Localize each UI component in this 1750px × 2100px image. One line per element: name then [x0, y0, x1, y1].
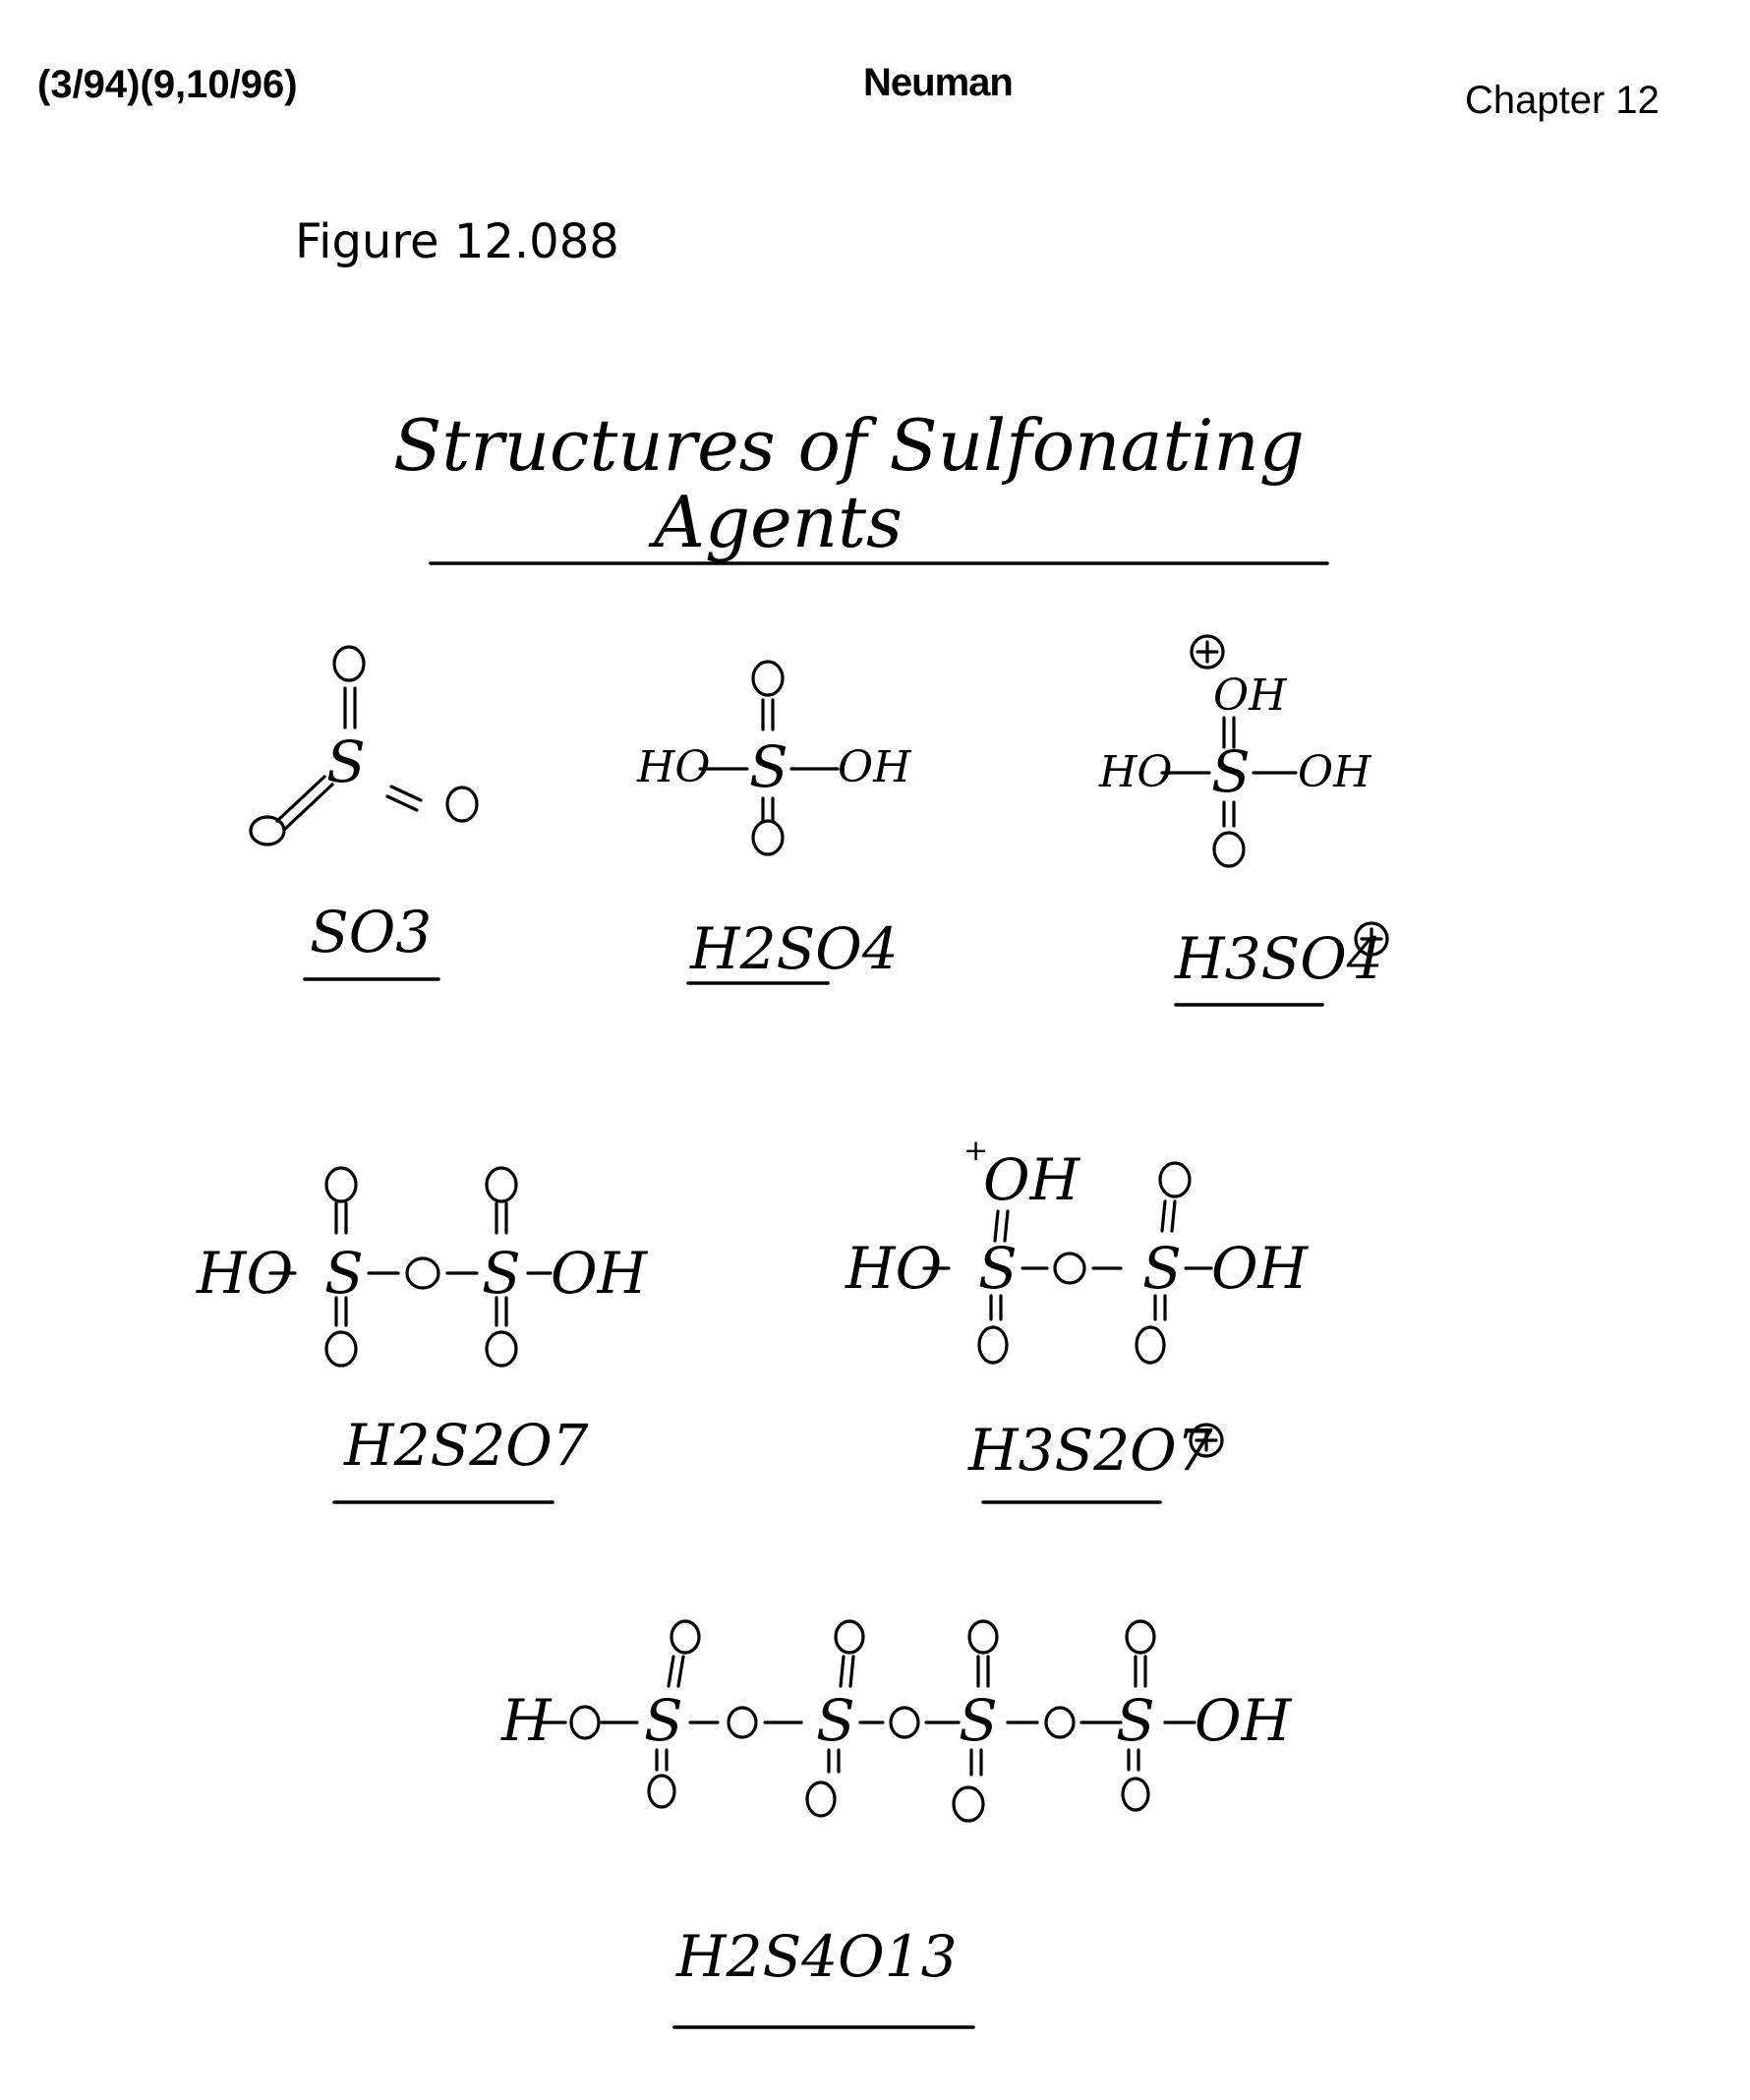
bridging-oxygen — [1055, 1254, 1084, 1283]
h2s4o13-structure — [500, 1621, 1293, 1821]
formula-h2s4o13: H2S4O13 — [676, 1923, 958, 1990]
oxygen-atom — [807, 1782, 835, 1816]
formula-h2so4: H2SO4 — [690, 915, 899, 982]
plus-charge: + — [963, 1134, 989, 1168]
oxygen-atom — [649, 1776, 674, 1807]
header-chapter: Chapter 12 — [1465, 79, 1660, 122]
h3so4-structure — [1098, 636, 1372, 866]
formula-h2s2o7: H2S2O7 — [344, 1412, 589, 1479]
hydroxyl-left: HO — [637, 742, 711, 792]
oxygen-atom — [487, 1168, 516, 1201]
oxygen-atom — [1137, 1327, 1164, 1363]
formula-so3: SO3 — [310, 899, 433, 965]
header-author: Neuman — [863, 61, 1013, 104]
sulfur-atom: S — [482, 1240, 521, 1307]
oxygen-atom — [969, 1621, 997, 1653]
hydrogen-terminal: H — [501, 1687, 552, 1754]
sulfur-atom: S — [324, 1240, 364, 1307]
oxygen-atom — [487, 1332, 516, 1366]
sulfur-atom: S — [749, 733, 788, 800]
oxygen-atom — [753, 821, 783, 854]
sulfur-atom: S — [1142, 1235, 1182, 1302]
h3s2o7-structure — [845, 1134, 1310, 1363]
oxygen-atom — [326, 1332, 356, 1366]
oxygen-atom — [571, 1707, 599, 1738]
hydroxyl-left: HO — [846, 1235, 943, 1302]
oxygen-atom — [251, 817, 284, 845]
bridging-oxygen — [1046, 1708, 1074, 1737]
bridging-oxygen — [729, 1708, 756, 1737]
oxygen-atom — [836, 1621, 863, 1653]
oxygen-atom — [1127, 1621, 1154, 1653]
oxygen-atom — [954, 1787, 983, 1821]
oxygen-atom — [979, 1327, 1007, 1363]
bridging-oxygen — [891, 1708, 918, 1737]
oxygen-atom — [326, 1168, 356, 1201]
sulfur-atom: S — [326, 729, 366, 795]
oxygen-atom — [334, 647, 364, 680]
title-line-2: Agents — [654, 481, 903, 563]
hydroxyl-right: OH — [1298, 747, 1371, 797]
bridging-oxygen — [407, 1258, 438, 1288]
sulfur-atom: S — [644, 1687, 683, 1754]
hydroxyl-right: OH — [551, 1240, 648, 1307]
hydroxyl-left: HO — [197, 1240, 294, 1307]
so3-structure — [251, 647, 477, 845]
sulfur-atom: S — [978, 1235, 1018, 1302]
hydroxyl-right: OH — [838, 742, 911, 792]
oxygen-atom — [1123, 1779, 1148, 1810]
hydroxyl-right: OH — [1211, 1235, 1309, 1302]
hydroxyl-right: OH — [1195, 1687, 1292, 1754]
title-line-1: Structures of Sulfonating — [393, 404, 1305, 487]
oxygen-atom — [1214, 833, 1244, 866]
oxygen-atom — [671, 1621, 699, 1653]
h2s2o7-structure — [196, 1168, 649, 1366]
protonated-oxygen: OH — [1213, 671, 1287, 721]
sulfur-atom: S — [816, 1687, 855, 1754]
oxygen-atom — [753, 662, 783, 695]
sulfur-atom: S — [959, 1687, 998, 1754]
oxygen-atom — [447, 788, 477, 821]
hydroxyl-left: HO — [1099, 747, 1173, 797]
sulfur-atom: S — [1211, 738, 1251, 805]
protonated-oxygen: OH — [983, 1146, 1080, 1213]
h2so4-structure — [636, 662, 912, 854]
oxygen-atom — [1160, 1163, 1190, 1196]
header-date: (3/94)(9,10/96) — [37, 63, 298, 106]
figure-label: Figure 12.088 — [295, 214, 619, 269]
formula-h3so4: H3SO4 — [1175, 925, 1383, 992]
formula-h3s2o7: H3S2O7 — [968, 1417, 1213, 1484]
sulfur-atom: S — [1116, 1687, 1155, 1754]
